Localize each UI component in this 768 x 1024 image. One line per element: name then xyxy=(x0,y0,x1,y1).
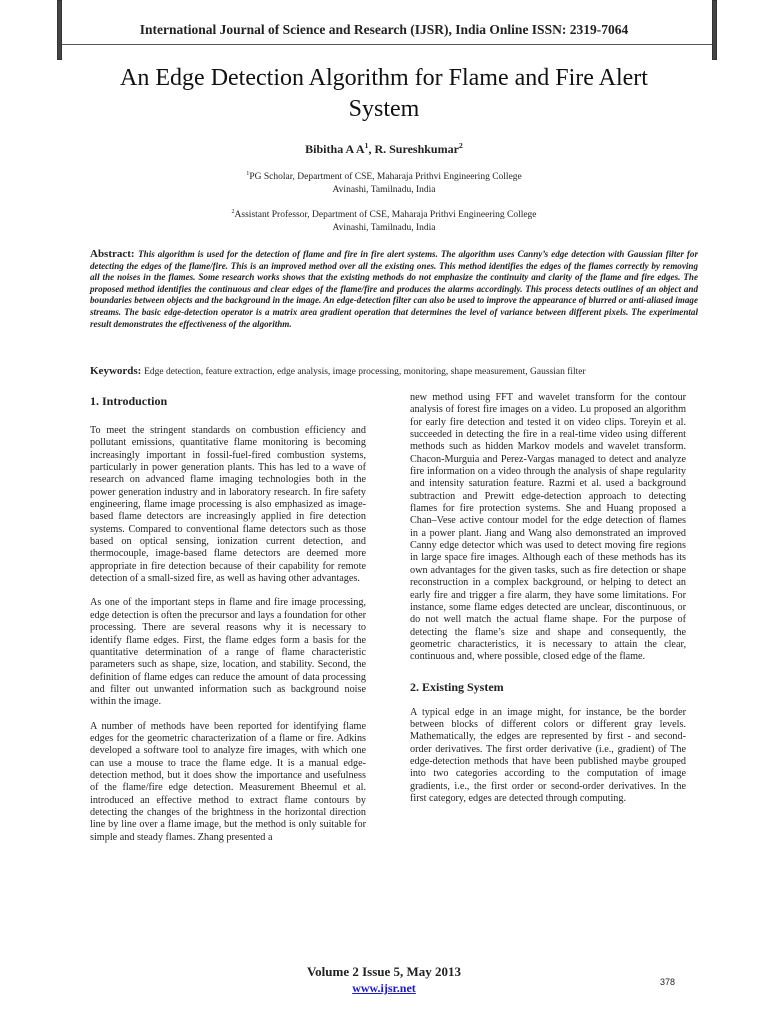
abstract-text: This algorithm is used for the detection of flame and fire in fire alert systems. The algorithm uses Canny’s edge detection with Gaussian filter for detecting the edges of the flame/fire. This is an improved method over all the existing ones. This method identifies the edges of the flames correctly by removing all the noises in the flames. Some research works shows that the existing methods do not emphasize the continuity and clarity of the flame and fire edges. The proposed method identifies the continuous and clear edges of the flame/fire and produces the alarms accordingly. This process detects outlines of an object and boundaries between objects and the background in the image. An edge-detection filter can also be used to improve the appearance of blurred or anti-aliased image streams. The basic edge-detection operator is a matrix area gradient operation that determines the level of variance between different pixels. The experimental result demonstrates the effectiveness of the algorithm. xyxy=(90,249,698,329)
paragraph: As one of the important steps in flame and fire image processing, edge detection is often the precursor and lays a foundation for other processing. There are several reasons why it is necessary to identify flame edges. First, the flame edges form a basis for the quantitative determination of a range of flame characteristic parameters such as shape, size, location, and stability. Second, the definition of flame edges can reduce the amount of data processing and filter out unwanted information such as background noise within the image. xyxy=(90,597,366,708)
paragraph: To meet the stringent standards on combustion efficiency and pollutant emissions, quantitative flame monitoring is becoming increasingly important in fossil-fuel-fired combustion systems, particularly in power generation plants. This has led to a wave of research on advanced flame imaging technologies both in the power generation industry and in laboratory research. In fire safety engineering, flame image processing is also emphasized as image-based flame detectors are increasingly applied in fire detection systems. Compared to conventional flame detectors such as those based on optical sensing, ionization current detection, and thermocouple, image-based flame detectors are deemed more appropriate in fire detection because of their capability for remote detection of a small-sized fire, as well as having other advantages. xyxy=(90,425,366,585)
abstract-label: Abstract: xyxy=(90,248,139,260)
right-column xyxy=(410,392,686,817)
section-heading-introduction: 1. Introduction xyxy=(90,394,168,408)
author-list xyxy=(0,142,768,157)
journal-link[interactable]: www.ijsr.net xyxy=(352,981,416,995)
paper-title: An Edge Detection Algorithm for Flame and Fire Alert System xyxy=(120,65,648,122)
author-name: R. Sureshkumar xyxy=(374,142,459,156)
affiliation-line: Assistant Professor, Department of CSE, Maharaja Prithvi Engineering College xyxy=(234,210,537,220)
keywords-label: Keywords: xyxy=(90,365,145,377)
header-divider xyxy=(62,44,712,45)
abstract xyxy=(90,249,698,330)
page-footer xyxy=(0,964,768,996)
affiliation-location: Avinashi, Tamilnadu, India xyxy=(332,222,436,233)
author-superscript: 1 xyxy=(364,141,369,150)
volume-info: Volume 2 Issue 5, May 2013 xyxy=(306,964,462,979)
page-edge-marker-right xyxy=(712,0,717,60)
affiliation-superscript: 2 xyxy=(231,208,235,215)
author-name: Bibitha A A xyxy=(305,142,365,156)
section-heading-existing-system: 2. Existing System xyxy=(410,679,504,694)
page-number: 378 xyxy=(660,977,676,987)
affiliation-2 xyxy=(0,209,768,234)
paragraph: A number of methods have been reported for identifying flame edges for the geometric characterization of a flame or fire. Adkins developed a software tool to analyze fire images, with which one can use a mouse to trace the flame edge. It is a manual edge-detection method, but it does show the importance and usefulness of the flame/fire edge detection. Measurement Bheemul et al. introduced an effective method to extract flame contours by detecting the changes of the brightness in the horizontal direction line by line over a flame image, but the method is only suitable for simple and steady flames. Zhang presented a xyxy=(90,720,366,843)
affiliation-superscript: 1 xyxy=(246,170,250,177)
author-superscript: 2 xyxy=(458,141,463,150)
affiliation-line: PG Scholar, Department of CSE, Maharaja Prithvi Engineering College xyxy=(249,172,522,182)
keywords-text: Edge detection, feature extraction, edge analysis, image processing, monitoring, shape measurement, Gaussian filter xyxy=(144,367,586,377)
affiliation-location: Avinashi, Tamilnadu, India xyxy=(332,184,436,195)
keywords xyxy=(90,365,698,378)
affiliation-1 xyxy=(0,171,768,196)
journal-header: International Journal of Science and Research (IJSR), India Online ISSN: 2319-7064 xyxy=(139,22,629,37)
left-column xyxy=(90,394,366,856)
paragraph: A typical edge in an image might, for instance, be the border between blocks of different colors or different gray levels. Mathematically, the edges are represented by first - and second-order derivatives. The first order derivative (i.e., gradient) of The edge-detection methods that have been published maybe grouped into two categories according to the computation of image gradients, i.e., the first order or second-order derivatives. In the first category, edges are detected through computing. xyxy=(410,706,686,804)
paragraph: new method using FFT and wavelet transform for the contour analysis of forest fire images on a video. Lu proposed an algorithm for early fire detection and tested it on video clips. Toreyin et al. succeeded in detecting the fire in a real-time video using different methods such as hidden Markov models and wavelet transform. Chacon-Murguia and Perez-Vargas managed to detect and analyze fire information on a video through the analysis of shape regularity and intensity saturation feature. Razmi et al. used a background subtraction and Prewitt edge-detection approach to detecting flames for fire protection systems. She and Huang proposed a Chan–Vese active contour model for the edge detection of flames in a power plant. Jiang and Wang also demonstrated an improved Canny edge detector which was used to detect moving fire regions in large space fire images. Although each of these methods has its own advantages for the given tasks, such as fire detection or shape reconstruction in a complex background, or helping to detect an early fire and trigger a fire alarm, they have some limitations. For instance, some flame edges detected are unclear, discontinuous, or do not well match the actual flame shape. For the purpose of detecting the flame’s size and shape and consequently, the geometric characteristics, it is necessary to attain the clear, continuous and, where possible, closed edge of the flame. xyxy=(410,392,686,663)
author-separator: , xyxy=(368,142,375,156)
